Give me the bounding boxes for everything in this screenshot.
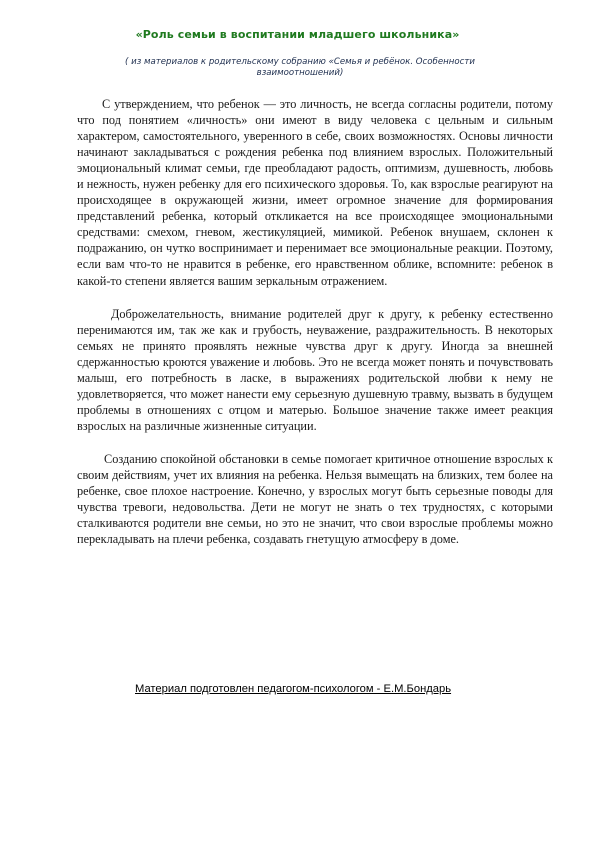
paragraph-3: Созданию спокойной обстановки в семье помогает критичное отношение взрослых к своим действиям, учет их влияния на ребенка. Нельзя вымещать на близких, тем более на ребенке, свое плохое настроение. Конечно, у взрослых могут быть серьезные поводы для чувства тревоги, недовольства. Дети не могут не знать о тех трудностях, с которыми сталкиваются родители вне семьи, но это не значит, что свои взрослые проблемы можно перекладывать на плечи ребенка, создавать гнетущую атмосферу в доме. — [77, 451, 553, 547]
document-subtitle: ( из материалов к родительскому собранию «Семья и ребёнок. Особенности взаимоотношений) — [125, 57, 475, 78]
document-title: «Роль семьи в воспитании младшего школьника» — [135, 28, 460, 41]
author-signature: Материал подготовлен педагогом-психологом - Е.М.Бондарь — [135, 683, 452, 695]
document-body — [77, 96, 553, 547]
paragraph-2: Доброжелательность, внимание родителей друг к другу, к ребенку естественно перенимаются им, так же как и грубость, неуважение, раздражительность. В некоторых семьях не принято проявлять нежные чувства друг к другу. Иногда за внешней сдержанностью кроются уважение и любовь. Это не всегда может понять и почувствовать малыш, его потребность в ласке, в выражениях родительской любви к нему не удовлетворяется, что может нанести ему серьезную душевную травму, вызвать в будущем проблемы в отношениях с отцом и матерью. Большое значение также имеет реакция взрослых на различные жизненные ситуации. — [77, 306, 553, 433]
paragraph-1: С утверждением, что ребенок — это личность, не всегда согласны родители, потому что под понятием «личность» они имеют в виду человека с цельным и сильным характером, самостоятельного, уверенного в себе, своих возможностях. Основы личности начинают закладываться с рождения ребенка под влиянием взрослых. Положительный эмоциональный климат семьи, где преобладают радость, оптимизм, душевность, любовь и нежность, нужен ребенку для его психического здоровья. То, как взрослые реагируют на происходящее в окружающей жизни, имеет огромное значение для формирования представлений ребенка, который откликается на все происходящее эмоциональными средствами: смехом, гневом, жестикуляцией, мимикой. Ребенок внушаем, склонен к подражанию, он чутко воспринимает и перенимает все эмоциональные реакции. Поэтому, если вам что-то не нравится в ребенке, его нравственном облике, вспомните: ребенок в какой-то степени является вашим зеркальным отражением. — [77, 97, 553, 288]
